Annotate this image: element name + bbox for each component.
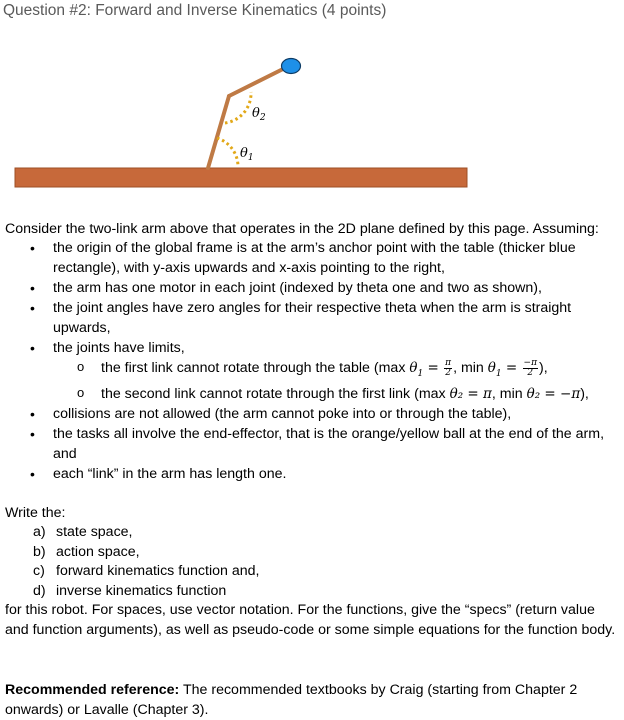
denominator: 2 [527, 367, 534, 378]
question-title: Question #2: Forward and Inverse Kinematics (4 points) [3, 2, 387, 19]
math-expression: θ₂ = −π [526, 385, 581, 402]
sub-item-text: the second link cannot rotate through the first link (max [101, 385, 450, 402]
item-text: state space, [56, 524, 133, 540]
list-item: • the arm has one motor in each joint (indexed by theta one and two as shown), [0, 278, 608, 298]
theta-symbol: θ [487, 360, 496, 376]
sub-item-text: ), [539, 360, 548, 376]
end-effector-ball [282, 59, 301, 74]
subscript: 1 [417, 368, 424, 379]
instructions-paragraph: for this robot. For spaces, use vector notation. For the functions, give the “specs” (return value and function arguments), as well as pseudo-code or some simple equations for the function body. [5, 602, 616, 638]
deliverable-item [0, 582, 259, 602]
sub-item-text: ), [580, 385, 589, 402]
sub-list-item [0, 384, 616, 404]
list-item: • collisions are not allowed (the arm cannot poke into or through the table), [0, 404, 608, 424]
item-text: action space, [56, 543, 140, 560]
intro-text: Consider the two-link arm above that operates in the 2D plane defined by this page. Assuming: [5, 221, 599, 237]
recommended-reference [5, 680, 620, 720]
sub-list-item [0, 358, 616, 384]
table-rectangle [15, 168, 467, 187]
deliverable-item [0, 562, 259, 582]
list-item: • the origin of the global frame is at the arm’s anchor point with the table (thicker blue rectangle), with y-axis upwards and x-axis pointing to the right, [0, 238, 608, 278]
arm-link-1 [208, 96, 229, 168]
math-eq: = [423, 360, 444, 376]
list-item: • the tasks all involve the end-effector, that is the orange/yellow ball at the end of the arm, and [0, 424, 608, 464]
assumption-list [0, 238, 624, 484]
list-item: • the joint angles have zero angles for their respective theta when the arm is straight upwards, [0, 298, 608, 338]
math-expression: θ₂ = π [449, 385, 492, 402]
deliverable-item [0, 543, 259, 563]
reference-label: Recommended reference: [5, 682, 180, 698]
sub-item-text: , min [453, 360, 488, 376]
sub-item-text: , min [491, 385, 527, 402]
write-heading: Write the: [5, 505, 66, 521]
arm-link-2 [229, 68, 285, 96]
subscript: 1 [495, 368, 502, 379]
sub-item-text: the first link cannot rotate through the table (max [101, 360, 410, 376]
theta1-label: $\theta_1$ [240, 146, 254, 163]
numerator: π [445, 357, 452, 368]
item-label: c) [33, 563, 45, 579]
numerator: −π [523, 357, 537, 368]
fraction-minus-pi-over-2 [523, 359, 538, 378]
deliverable-item [0, 523, 259, 543]
theta2-label: $\theta_2$ [252, 106, 266, 123]
theta-symbol: θ [409, 360, 418, 376]
two-link-arm-figure [0, 40, 624, 200]
math-eq: = [501, 360, 522, 376]
list-item: • each “link” in the arm has length one. [0, 464, 608, 484]
item-label: d) [33, 582, 46, 599]
fraction-pi-over-2 [444, 359, 452, 378]
reference-text: The recommended textbooks by Craig (starting from Chapter 2 onwards) or Lavalle (Chapter 3). [5, 682, 578, 718]
item-text: forward kinematics function and, [56, 563, 260, 579]
item-label: b) [33, 543, 46, 560]
item-text: inverse kinematics function [56, 582, 227, 599]
deliverables-list [0, 523, 259, 601]
list-item: • the joints have limits, [0, 338, 608, 358]
theta1-arc [217, 138, 238, 166]
denominator: 2 [445, 367, 451, 378]
item-label: a) [33, 524, 46, 540]
